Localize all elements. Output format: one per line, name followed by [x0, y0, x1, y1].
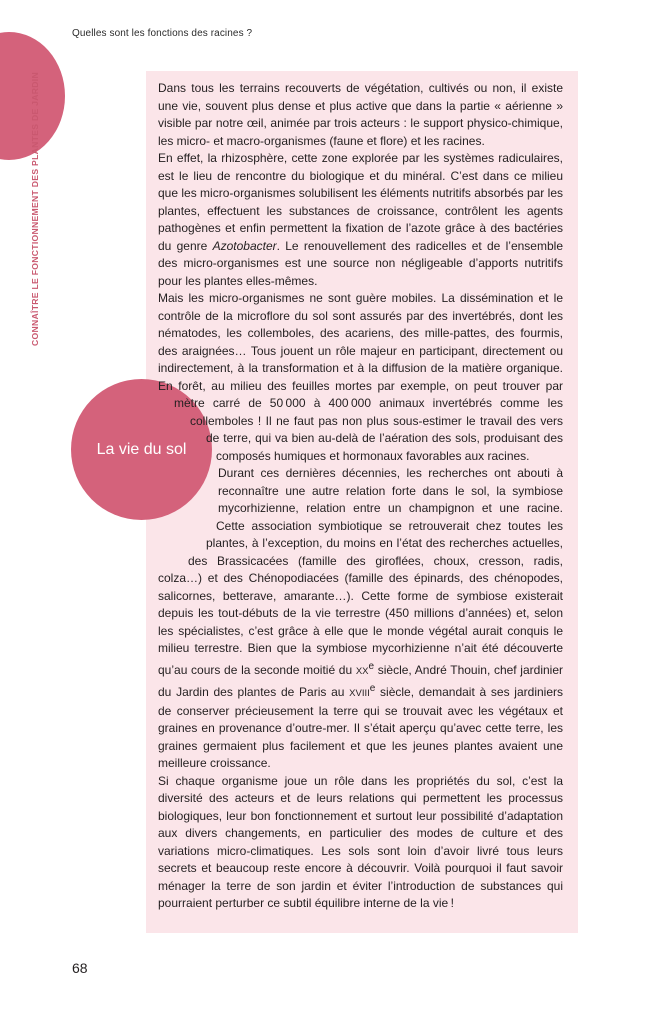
page-number: 68 — [72, 960, 88, 976]
box-title: La vie du sol — [96, 440, 187, 458]
italic-genus-name: Azotobacter — [212, 238, 277, 253]
century-xviii-sup: e — [369, 683, 376, 694]
paragraph-4-part-b: siècle, André Thouin, chef jardinier du Jardin des plantes de Paris au — [158, 662, 563, 699]
paragraph-1: Dans tous les terrains recouverts de végétation, cultivés ou non, il existe une vie, souvent plus dense et plus active que dans la partie « aérienne » visible par notre œil, animée par trois acteurs : le support physico-chimique, les micro- et macro-organismes (faune et flore) et les racines. — [158, 81, 563, 148]
century-xviii: XVIII — [349, 688, 370, 699]
paragraph-4-part-c: siècle, demandait à ses jardiniers de conserver précieusement la terre qui se trouvait avec les végétaux et graines en provenance d’outre-mer. Il s’était aperçu qu’avec cette terre, les graines germaient plus facilement et que les jeunes plantes avaient une meilleure croissance. — [158, 685, 563, 770]
running-header: Quelles sont les fonctions des racines ? — [72, 28, 253, 39]
paragraph-5: Si chaque organisme joue un rôle dans les propriétés du sol, c’est la diversité des acteurs et de leurs relations qui permettent les processus biologiques, leur bon fonctionnement et surtout leur possibilité d’adaptation aux divers changements, en particulier des modes de culture et des variations micro-climatiques. Les sols sont loin d’avoir livré tous leurs secrets et beaucoup reste encore à découvrir. Voilà pourquoi il faut savoir ménager la terre de son jardin et éviter l’introduction de substances qui pourraient perturber ce subtil équilibre interne de la vie ! — [158, 773, 563, 910]
paragraph-4 — [158, 465, 563, 773]
chapter-side-label: CONNAÎTRE LE FONCTIONNEMENT DES PLANTES DE JARDIN — [30, 72, 40, 346]
paragraph-2-part-b: . Le renouvellement des radicelles et de l’ensemble des micro-organismes est une source non négligeable d’apports nutritifs pour les plantes elles-mêmes. — [158, 238, 563, 288]
paragraph-2 — [158, 150, 563, 290]
paragraph-3: Mais les micro-organismes ne sont guère mobiles. La dissémination et le contrôle de la microflore du sol sont assurés par des invertébrés, dont les nématodes, les collemboles, des acariens, des mille-pattes, des fourmis, des araignées… Tous jouent un rôle majeur en participant, directement ou indirectement, à la transformation et à la diffusion de la matière organique. En forêt, au milieu des feuilles mortes par exemple, on peut trouver par mètre carré de 50 000 à 400 000 animaux invertébrés comme les collemboles ! Il ne faut pas non plus sous-estimer le travail des vers de terre, qui va bien au-delà de l’aération des sols, produisant des composés humiques et hormonaux favorables aux racines. — [158, 291, 563, 463]
century-xx: XX — [355, 665, 369, 677]
century-xx-sup: e — [368, 660, 375, 672]
box-text — [158, 80, 563, 913]
paragraph-2-part-a: En effet, la rhizosphère, cette zone explorée par les systèmes radiculaires, est le lieu de rencontre du biologique et du minéral. C’est dans ce milieu que les micro-organismes solubilisent les éléments nutritifs absorbés par les plantes, effectuent les substances de croissance, contrôlent les agents pathogènes et enfin permettent la fixation de l’azote grâce à des bactéries du genre — [158, 151, 563, 253]
paragraph-4-part-a: Durant ces dernières décennies, les recherches ont abouti à reconnaître une autre relation forte dans le sol, la symbiose mycorhizienne, relation entre un champignon et une racine. Cette association symbiotique se retrouverait chez toutes les plantes, à l’exception, du moins en l’état des recherches actuelles, des Brassicacées (famille des giroflées, choux, cresson, radis, colza…) et des Chénopodiacées (famille des épinards, des chénopodes, salicornes, betterave, amarante…). Cette forme de symbiose existerait depuis les tout-débuts de la vie terrestre (450 millions d’années) et, selon les spécialistes, c’est grâce à elle que le monde végétal aurait conquis le milieu terrestre. Bien que la symbiose mycorhizienne n’ait été découverte qu’au cours de la seconde moitié du — [158, 466, 563, 677]
